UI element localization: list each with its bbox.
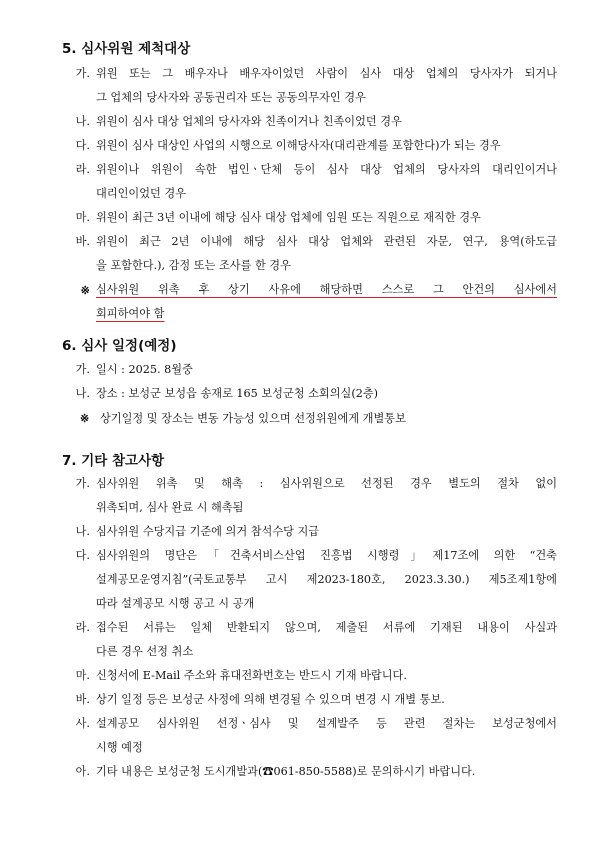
item-text: 위원이 최근 2년 이내에 해당 심사 대상 업체와 관련된 자문, 연구, 용역(하도급 <box>96 235 557 248</box>
item-label: 라. <box>75 621 90 634</box>
note <box>62 278 557 326</box>
item-label: 마. <box>75 669 90 682</box>
section-6-title: 6. 심사 일정(예정) <box>62 338 177 354</box>
item-text: 위원 또는 그 배우자나 배우자이었던 사람이 심사 대상 업체의 당사자가 되거나 <box>96 67 557 80</box>
item-text-cont: 다른 경우 선정 취소 <box>96 645 194 658</box>
item-label: 아. <box>75 765 90 778</box>
list-item <box>62 206 557 230</box>
item-label: 나. <box>75 115 90 128</box>
list-item <box>62 62 557 110</box>
list-item <box>62 158 557 206</box>
item-text: 상기 일정 등은 보성군 사정에 의해 변경될 수 있으며 변경 시 개별 통보. <box>96 693 445 706</box>
note-text: 심사위원 위촉 후 상기 사유에 해당하면 스스로 그 안건의 심사에서 <box>96 283 557 296</box>
item-text: 일시 : 2025. 8월중 <box>96 363 193 376</box>
list-item <box>62 616 557 664</box>
list-item <box>62 382 557 406</box>
item-text-cont: 따라 설계공모 시행 공고 시 공개 <box>96 597 255 610</box>
note <box>80 406 406 431</box>
item-label: 다. <box>75 549 90 562</box>
item-label: 바. <box>75 693 90 706</box>
item-text: 설계공모 심사위원 선정ㆍ심사 및 설계발주 등 관련 절차는 보성군청에서 <box>96 717 557 730</box>
item-label: 라. <box>75 163 90 176</box>
section-5-title: 5. 심사위원 제척대상 <box>62 41 191 57</box>
item-text-cont: 시행 예정 <box>96 741 143 754</box>
item-text-cont: 을 포함한다.), 감정 또는 조사를 한 경우 <box>96 259 291 272</box>
item-text-cont: 대리인이었던 경우 <box>96 187 187 200</box>
note-text: 상기일정 및 장소는 변동 가능성 있으며 선정위원에게 개별통보 <box>100 412 406 425</box>
item-text-cont: 그 업체의 당사자와 공동권리자 또는 공동의무자인 경우 <box>96 91 366 104</box>
item-label: 가. <box>75 477 90 490</box>
item-label: 바. <box>75 235 90 248</box>
item-text: 위원이 심사 대상 업체의 당사자와 친족이거나 친족이었던 경우 <box>96 115 402 128</box>
item-label: 나. <box>75 387 90 400</box>
item-text: 장소 : 보성군 보성읍 송재로 165 보성군청 소회의실(2층) <box>96 387 379 400</box>
item-text: 위원이 최근 3년 이내에 해당 심사 대상 업체에 임원 또는 직원으로 재직한 경우 <box>96 211 481 224</box>
item-text-cont: 설계공모운영지침”(국토교통부 고시 제2023-180호, 2023.3.30.) 제5조제1항에 <box>96 573 557 586</box>
list-item <box>62 134 557 158</box>
list-item <box>62 230 557 278</box>
item-text-cont: 위촉되며, 심사 완료 시 해촉됨 <box>96 501 244 514</box>
item-text: 심사위원 수당지급 기준에 의거 참석수당 지급 <box>96 525 320 538</box>
item-text: 심사위원 위촉 및 해촉 : 심사위원으로 선정된 경우 별도의 절차 없이 <box>96 477 557 490</box>
note-text-cont: 회피하여야 함 <box>96 307 165 320</box>
item-text: 심사위원의 명단은「건축서비스산업 진흥법 시행령」제17조에 의한 “건축 <box>96 549 557 562</box>
item-text: 신청서에 E-Mail 주소와 휴대전화번호는 반드시 기재 바랍니다. <box>96 669 407 682</box>
list-item <box>62 544 557 616</box>
list-item <box>62 688 557 712</box>
list-item <box>62 712 557 760</box>
item-label: 가. <box>75 67 90 80</box>
item-label: 가. <box>75 363 90 376</box>
list-item <box>62 472 557 520</box>
item-text: 위원이나 위원이 속한 법인ㆍ단체 등이 심사 대상 업체의 당사자의 대리인이거나 <box>96 163 557 176</box>
note-mark: ※ <box>80 283 90 297</box>
list-item <box>62 760 557 784</box>
item-label: 나. <box>75 525 90 538</box>
item-label: 마. <box>75 211 90 224</box>
item-text: 위원이 심사 대상인 사업의 시행으로 이해당사자(대리관계를 포함한다)가 되는 경우 <box>96 139 501 152</box>
section-7-title: 7. 기타 참고사항 <box>62 453 165 469</box>
item-label: 다. <box>75 139 90 152</box>
item-text: 접수된 서류는 일체 반환되지 않으며, 제출된 서류에 기재된 내용이 사실과 <box>96 621 557 634</box>
note-mark: ※ <box>80 411 90 425</box>
item-label: 사. <box>75 717 90 730</box>
list-item <box>62 520 557 544</box>
item-text: 기타 내용은 보성군청 도시개발과(☎061-850-5588)로 문의하시기 바랍니다. <box>96 765 476 778</box>
list-item <box>62 358 557 382</box>
list-item <box>62 110 557 134</box>
list-item <box>62 664 557 688</box>
